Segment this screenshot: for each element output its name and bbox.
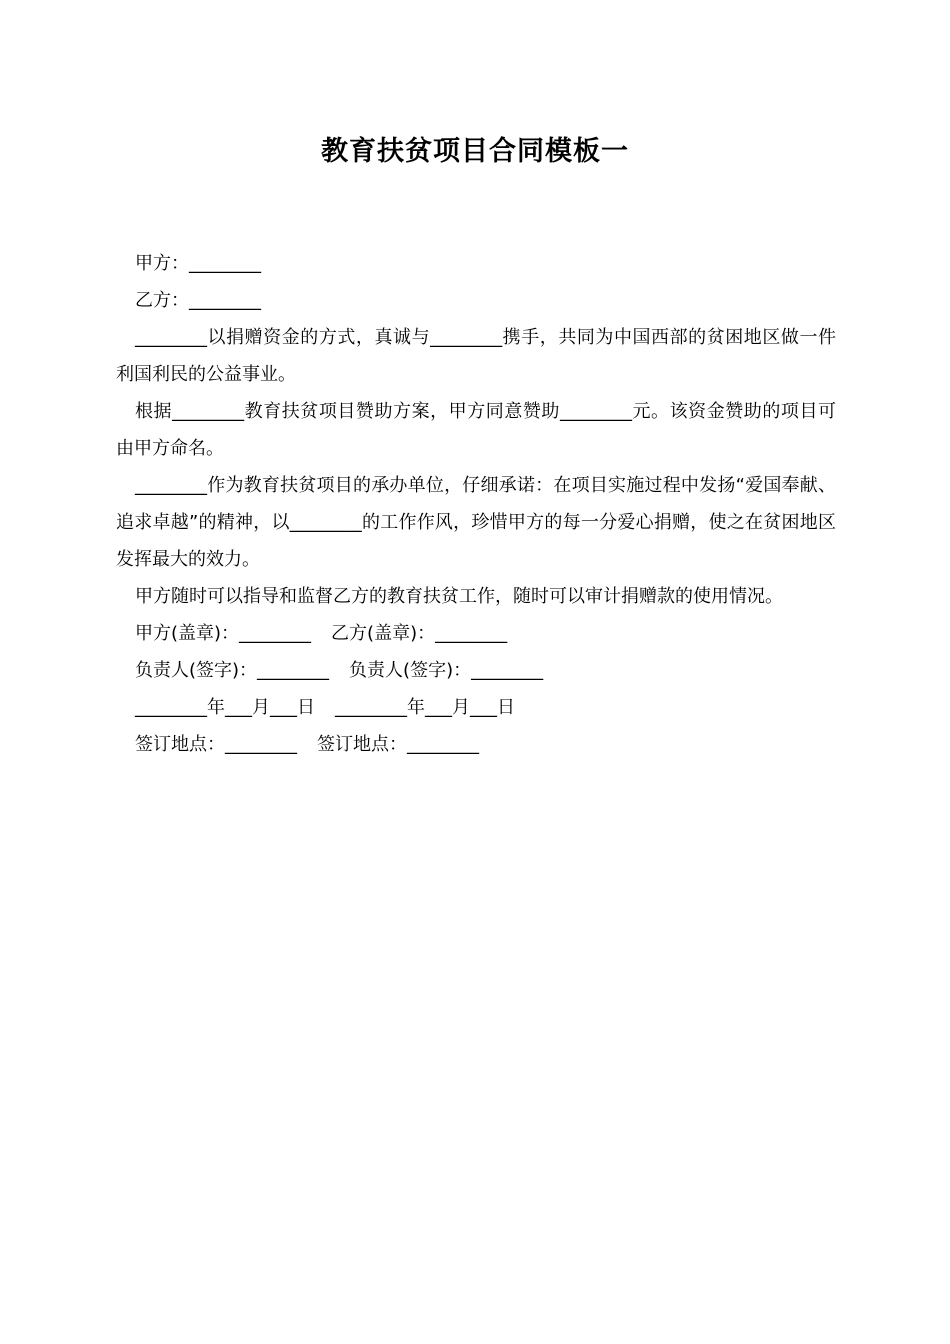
paragraph-donation: ________以捐赠资金的方式，真诚与________携手，共同为中国西部的贫困地区做一件利国利民的公益事业。 (116, 327, 836, 385)
party-b-date: ________年___月___日 (335, 697, 515, 718)
paragraph-supervision: 甲方随时可以指导和监督乙方的教育扶贫工作，随时可以审计捐赠款的使用情况。 (135, 586, 783, 607)
date-row (116, 689, 836, 726)
party-b-signer: 负责人(签字)：________ (349, 660, 544, 681)
place-row (116, 726, 836, 763)
party-b-place: 签订地点：________ (317, 734, 479, 755)
paragraph-sponsorship: 根据________教育扶贫项目赞助方案，甲方同意赞助________元。该资金赞助的项目可由甲方命名。 (116, 401, 836, 459)
signer-row (116, 652, 836, 689)
party-a-seal: 甲方(盖章)：________ (135, 623, 312, 644)
party-a-line: 甲方：________ (135, 253, 261, 274)
document-title: 教育扶贫项目合同模板一 (321, 136, 629, 167)
paragraph-commitment: ________作为教育扶贫项目的承办单位，仔细承诺：在项目实施过程中发扬“爱国奉献、追求卓越”的精神，以________的工作作风，珍惜甲方的每一分爱心捐赠，使之在贫困地区发挥最大的效力。 (116, 475, 836, 570)
document-body (116, 245, 836, 763)
party-a-signer: 负责人(签字)：________ (135, 660, 330, 681)
party-a-date: ________年___月___日 (135, 697, 315, 718)
seal-row (116, 615, 836, 652)
party-a-place: 签订地点：________ (135, 734, 297, 755)
party-b-line: 乙方：________ (135, 290, 261, 311)
party-b-seal: 乙方(盖章)：________ (331, 623, 508, 644)
